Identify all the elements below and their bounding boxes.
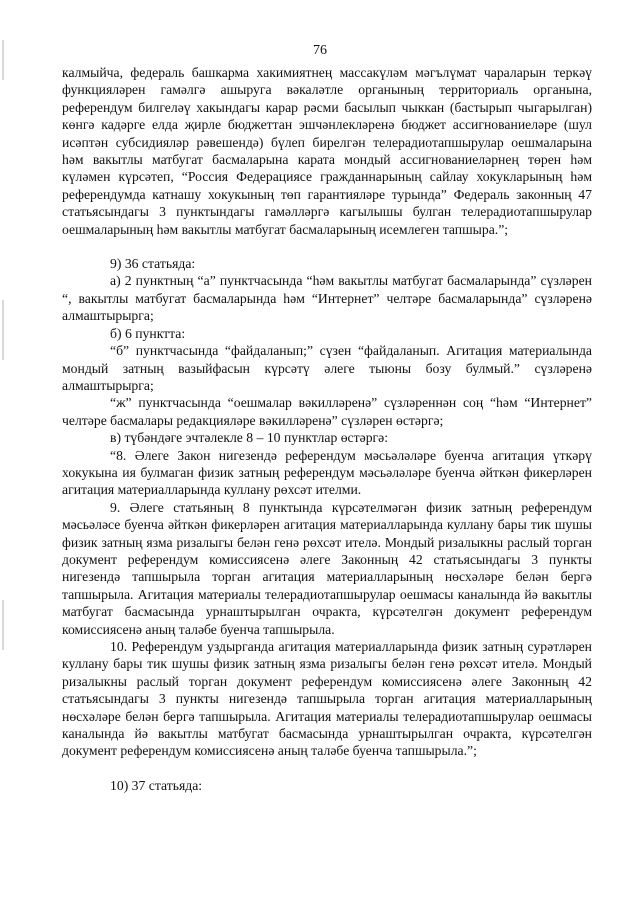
paragraph-point-8: “8. Әлеге Закон нигезендә референдум мәсьәләләре буенча агитация үткәрү хокукына ия булмаган физик затның референдум мәсьәләләре буенча әйткән фикерләрен агитация материалларында куллану рөхсәт ителми. xyxy=(62,447,592,498)
paragraph-article-36-heading: 9) 36 статьяда: xyxy=(110,256,196,272)
document-body xyxy=(62,64,592,794)
scan-margin-mark xyxy=(2,600,4,650)
paragraph-item-v: в) түбәндәге эчтәлекле 8 – 10 пунктлар өстәргә: xyxy=(110,430,389,446)
paragraph-point-10: 10. Референдум уздырганда агитация материалларында физик затның сурәтләрен куллану бары тик шушы физик затның язма ризалыгы белән генә рөхсәт ителә. Мондый ризалыкны раслый торган документ референдум комиссиясенә әлеге Законның 42 статьясындагы 3 пункты нигезендә тапшырыла торган агитация материалларының нөсхәләре белән бергә тапшырыла. Агитация материалы телерадиотапшырулар оешмасы каналында йә вакытлы матбугат басмасында урнаштырылган очракта, күрсәтелгән документ референдум комиссиясенә аның таләбе буенча тапшырыла.”; xyxy=(62,639,592,759)
scan-margin-mark xyxy=(2,300,4,360)
paragraph-subitem-b: “б” пунктчасында “файдаланып;” сүзен “файдаланып. Агитация материалында мондый затның вазыйфасын күрсәтү әлеге тыюны бозу булмый.” сүзләренә алмаштырырга; xyxy=(62,343,592,393)
paragraph-point-9: 9. Әлеге статьяның 8 пунктында күрсәтелмәгән физик затның референдум мәсьәләсе буенча әйткән фикерләрен агитация материалларында куллану бары тик шушы физик затның язма ризалыгы белән генә рөхсәт ителә. Мондый ризалыкны раслый торган документ референдум комиссиясенә әлеге Законның 42 статьясындагы 3 пункты нигезендә тапшырыла торган агитация материалларының нөсхәләре белән бергә тапшырыла. Агитация материалы телерадиотапшырулар оешмасы каналында йә вакытлы матбугат басмасында урнаштырылган очракта, күрсәтелгән документ референдум комиссиясенә аның таләбе буенча тапшырыла. xyxy=(62,499,592,637)
paragraph-item-b: б) 6 пунктта: xyxy=(110,325,186,341)
page-number: 76 xyxy=(313,43,327,58)
paragraph-article-37-heading: 10) 37 статьяда: xyxy=(110,777,203,793)
paragraph-continuation: калмыйча, федераль башкарма хакимиятнең массакүләм мәгълүмат чараларын теркәү функцияләрен гамәлгә ашыруга вәкаләтле органының территориаль органына, референдум билгеләү хакындагы карар рәсми басылып чыккан (бастырып чыгарылган) көнгә кадәрге елда җирле бюджеттан эшчәнлекләренә бюджет ассигнованиеләре (шул исәптән субсидияләр рәвешендә) бүлеп бирелгән телерадиотапшырулар оешмаларына һәм вакытлы матбугат басмаларына карата мондый ассигнованиеләрнең төрен һәм күләмен күрсәтеп, “Россия Федерациясе гражданнарының сайлау хокукларының һәм референдумда катнашу хокукының төп гарантияләре турында” Федераль законның 47 статьясындагы 3 пунктындагы гамәлләргә кагылышы булган телерадиотапшырулар оешмаларының һәм вакытлы матбугат басмаларының исемлеген тапшыра.”; xyxy=(62,65,592,237)
paragraph-item-a: а) 2 пунктның “а” пунктчасында “һәм вакытлы матбугат басмаларында” сүзләрен “, вакытлы матбугат басмаларында һәм “Интернет” челтәре басмаларында” сүзләренә алмаштырырга; xyxy=(62,273,592,324)
paragraph-subitem-zh: “ж” пунктчасында “оешмалар вәкилләренә” сүзләреннән соң “һәм “Интернет” челтәре басмалары редакцияләре вәкилләренә” сүзләрен өстәргә; xyxy=(62,395,592,428)
